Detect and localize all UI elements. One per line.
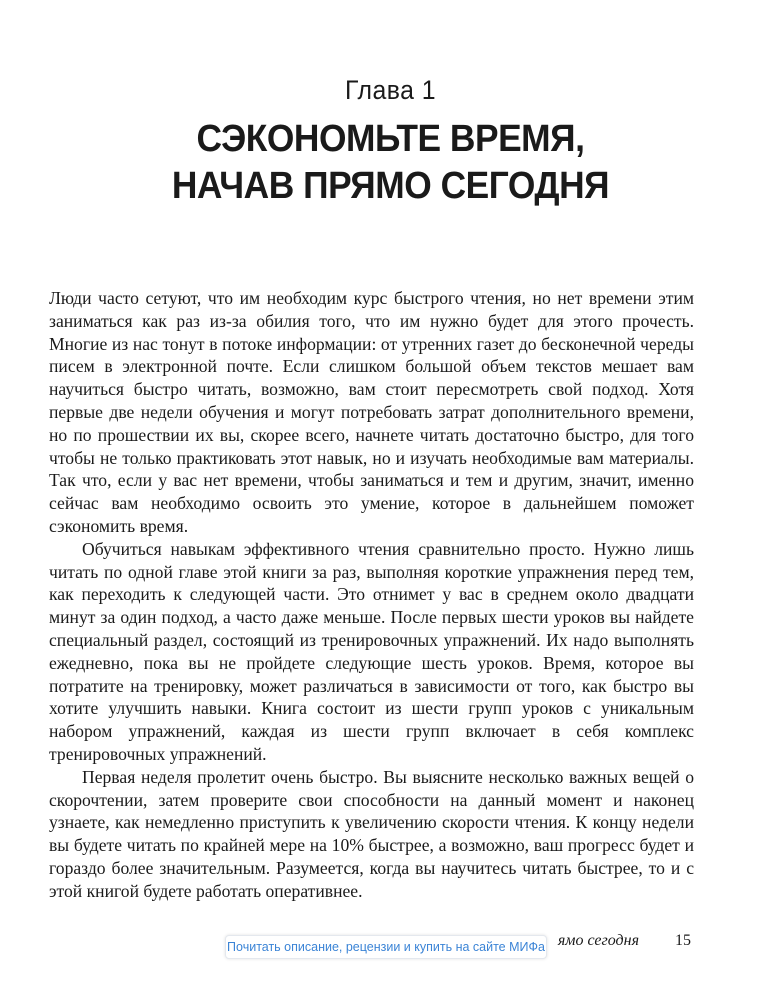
chapter-title-line-1: СЭКОНОМЬТЕ ВРЕМЯ, (196, 118, 585, 160)
chapter-header (0, 72, 781, 210)
chapter-label: Глава 1 (344, 75, 437, 105)
body-text (49, 287, 694, 903)
paragraph-3: Первая неделя пролетит очень быстро. Вы выясните несколько важных вещей о скорочтении, затем проверите свои способности на данный момент и наконец узнаете, как немедленно приступить к увеличению скорости чтения. К концу недели вы будете читать по крайней мере на 10% быстрее, а возможно, ваш прогресс будет и гораздо более значительным. Разумеется, когда вы научитесь читать быстрее, то и с этой книгой будете работать оперативнее. (49, 766, 694, 901)
promo-link-button[interactable]: Почитать описание, рецензии и купить на сайте МИФа (225, 935, 547, 959)
chapter-title (27, 116, 753, 210)
page-number: 15 (675, 932, 691, 949)
running-head: ямо сегодня (557, 932, 639, 949)
chapter-title-line-2: НАЧАВ ПРЯМО СЕГОДНЯ (171, 165, 610, 207)
paragraph-1: Люди часто сетуют, что им необходим курс быстрого чтения, но нет времени этим заниматься как раз из-за обилия того, что им нужно будет для этого прочесть. Многие из нас тонут в потоке информации: от утренних газет до бесконечной череды писем в электронной почте. Если слишком большой объем текстов мешает вам научиться быстро читать, возможно, вам стоит пересмотреть свой подход. Хотя первые две недели обучения и могут потребовать затрат дополнительного времени, но по прошествии их вы, скорее всего, начнете читать достаточно быстро, для того чтобы не только практиковать этот навык, но и изучать необходимые вам материалы. Так что, если у вас нет времени, чтобы заниматься и тем и другим, значит, именно сейчас вам необходимо освоить это умение, которое в дальнейшем поможет сэкономить время. (49, 288, 694, 536)
paragraph-2: Обучиться навыкам эффективного чтения сравнительно просто. Нужно лишь читать по одной главе этой книги за раз, выполняя короткие упражнения перед тем, как переходить к следующей части. Это отнимет у вас в среднем около двадцати минут за один подход, а часто даже меньше. После первых шести уроков вы найдете специальный раздел, состоящий из тренировочных упражнений. Их надо выполнять ежедневно, пока вы не пройдете следующие шесть уроков. Время, которое вы потратите на тренировку, может различаться в зависимости от того, как быстро вы хотите улучшить навыки. Книга состоит из шести групп уроков с уникальным набором упражнений, каждая из шести групп включает в себя комплекс тренировочных упражнений. (49, 538, 694, 764)
